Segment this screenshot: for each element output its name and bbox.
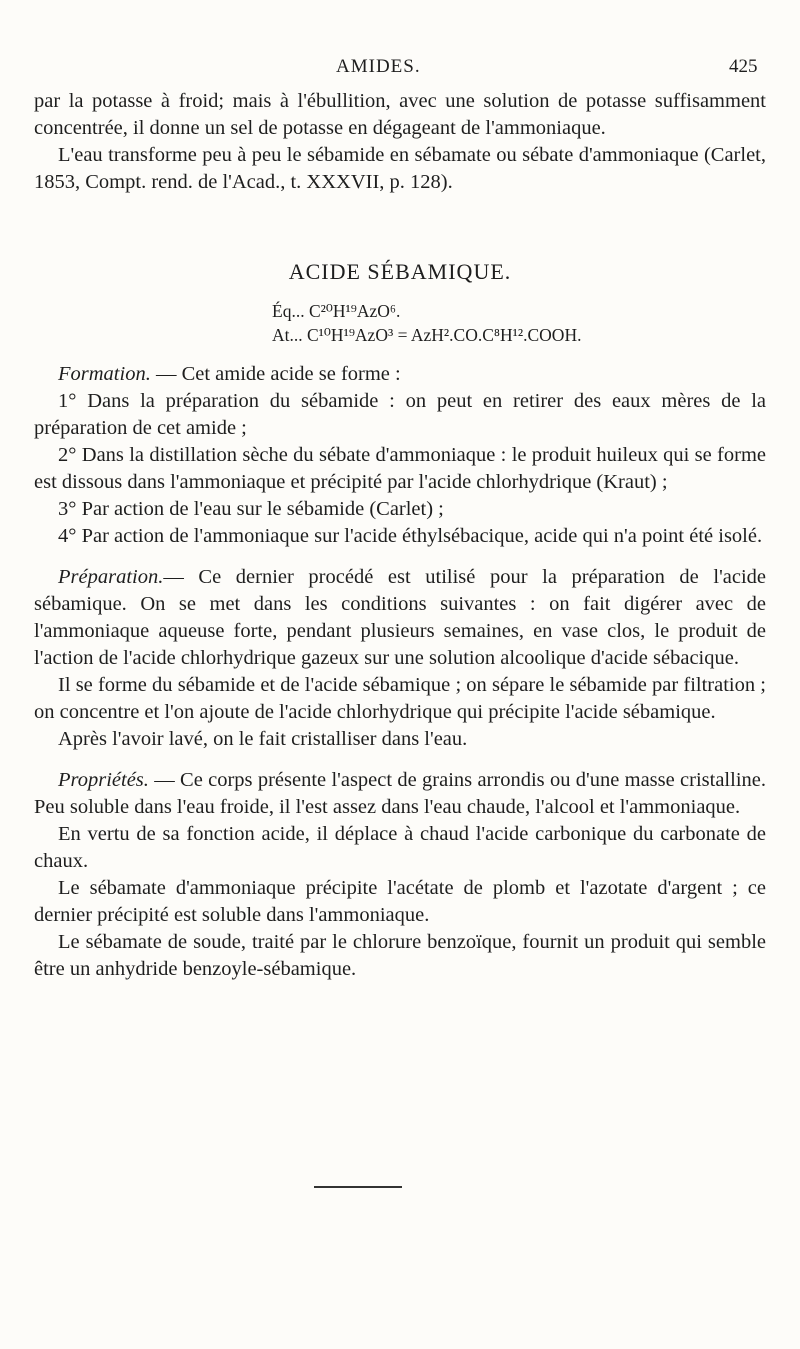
paragraph: par la potasse à froid; mais à l'ébullition, avec une solution de potasse suffisamment concentrée, il donne un sel de potasse en dégageant de l'ammoniaque.: [34, 90, 766, 139]
formula-equivalent: [272, 299, 766, 323]
section-title: ACIDE SÉBAMIQUE.: [288, 259, 512, 284]
formula-label: Éq...: [272, 301, 305, 321]
proprietes-heading: Propriétés.: [58, 769, 149, 791]
formation-intro: [34, 361, 766, 388]
formula-label: At...: [272, 325, 303, 345]
running-header-title: AMIDES.: [336, 56, 421, 77]
formula-atomic: [272, 323, 766, 347]
formula-value: C²⁰H¹⁹AzO⁶.: [308, 301, 401, 321]
paragraph: En vertu de sa fonction acide, il déplace à chaud l'acide carbonique du carbonate de chaux.: [34, 823, 766, 872]
preparation-paragraph: [34, 564, 766, 672]
paragraph: Le sébamate d'ammoniaque précipite l'acétate de plomb et l'azotate d'argent ; ce dernier précipité est soluble dans l'ammoniaque.: [34, 877, 766, 926]
page-number: 425: [729, 56, 758, 77]
paragraph: L'eau transforme peu à peu le sébamide en sébamate ou sébate d'ammoniaque (Carlet, 1853, Compt. rend. de l'Acad., t. XXXVII, p. 128).: [34, 144, 766, 193]
formation-heading: Formation.: [58, 363, 151, 385]
paragraph: Il se forme du sébamide et de l'acide sébamique ; on sépare le sébamide par filtration ; on concentre et l'on ajoute de l'acide chlorhydrique qui précipite l'acide sébamique.: [34, 674, 766, 723]
preparation-heading: Préparation.: [58, 566, 164, 588]
paragraph: Le sébamate de soude, traité par le chlorure benzoïque, fournit un produit qui semble être un anhydride benzoyle-sébamique.: [34, 931, 766, 980]
preparation-text: — Ce dernier procédé est utilisé pour la préparation de l'acide sébamique. On se met dans les conditions suivantes : on fait digérer avec de l'ammoniaque aqueuse forte, pendant plusieurs semaines, en vase clos, le produit de l'action de l'acide chlorhydrique gazeux sur une solution alcoolique d'acide sébacique.: [34, 566, 766, 669]
list-item: 1° Dans la préparation du sébamide : on peut en retirer des eaux mères de la préparation de cet amide ;: [34, 390, 766, 439]
formation-intro-text: — Cet amide acide se forme :: [150, 363, 401, 385]
formula-value: C¹⁰H¹⁹AzO³ = AzH².CO.C⁸H¹².COOH.: [307, 325, 582, 345]
page-body: [34, 88, 766, 983]
list-item: 4° Par action de l'ammoniaque sur l'acide éthylsébacique, acide qui n'a point été isolé.: [58, 525, 763, 547]
list-item: 3° Par action de l'eau sur le sébamide (Carlet) ;: [58, 498, 444, 520]
paragraph: Après l'avoir lavé, on le fait cristalliser dans l'eau.: [58, 728, 468, 750]
proprietes-paragraph: [34, 767, 766, 821]
section-divider-rule: [314, 1186, 402, 1188]
proprietes-text: — Ce corps présente l'aspect de grains arrondis ou d'une masse cristalline. Peu soluble dans l'eau froide, il l'est assez dans l'eau chaude, l'alcool et l'ammoniaque.: [34, 769, 766, 818]
list-item: 2° Dans la distillation sèche du sébate d'ammoniaque : le produit huileux qui se forme est dissous dans l'ammoniaque et précipité par l'acide chlorhydrique (Kraut) ;: [34, 444, 766, 493]
